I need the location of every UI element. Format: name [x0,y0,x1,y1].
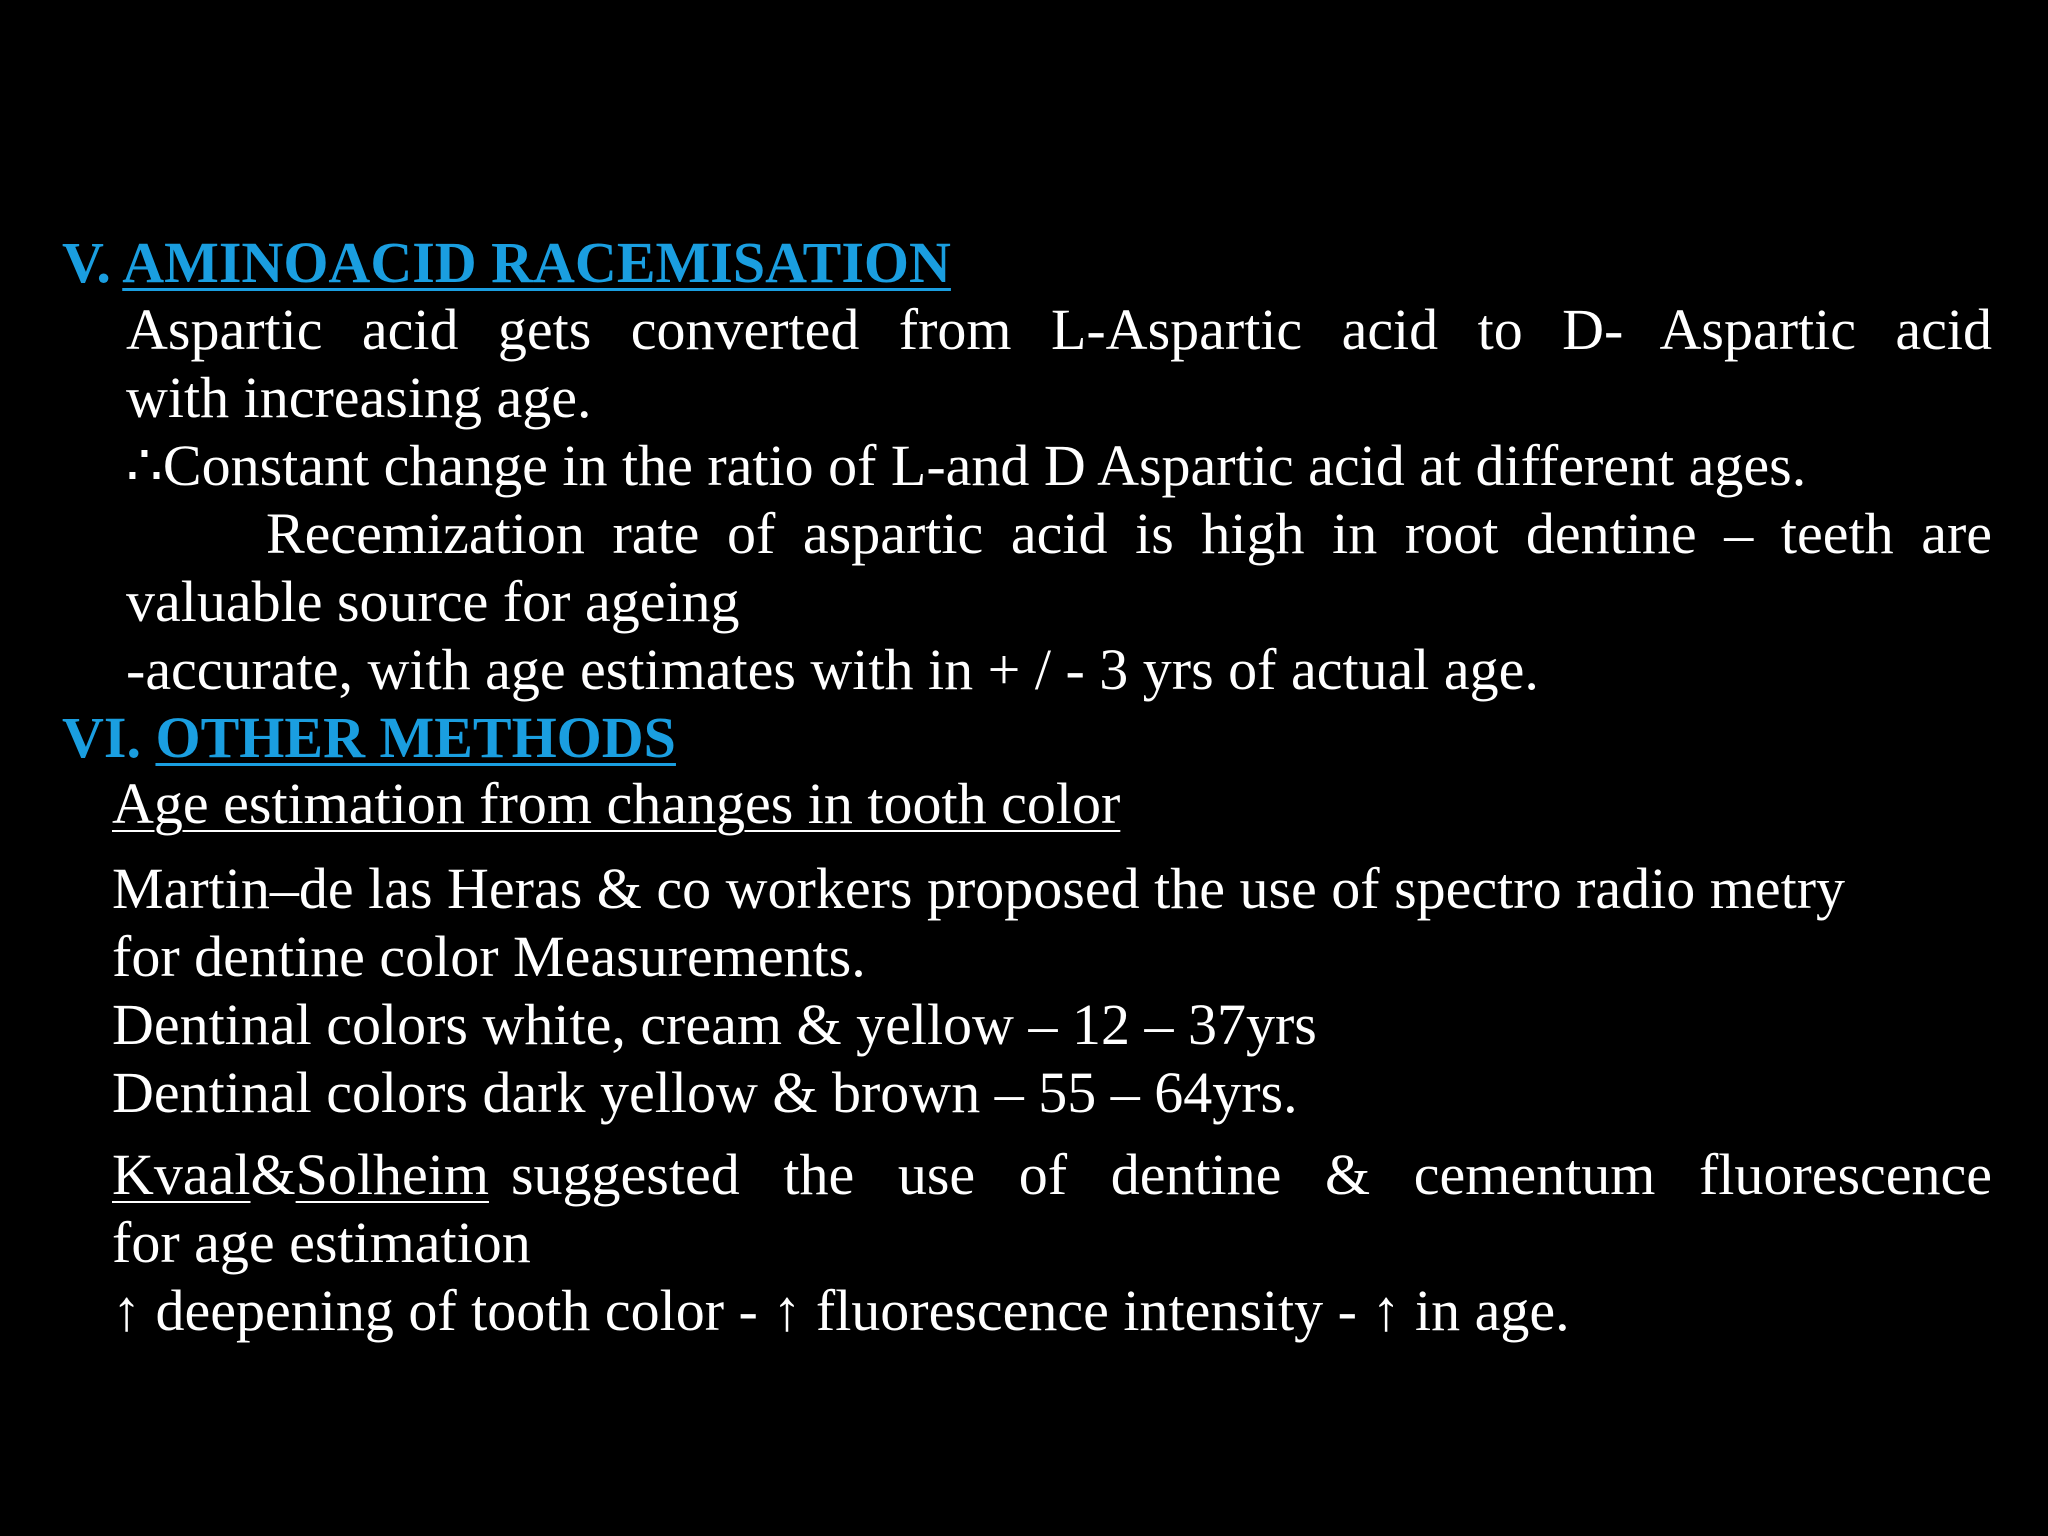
arrows-line: ↑ deepening of tooth color - ↑ fluorescence intensity - ↑ in age. [112,1278,1570,1343]
section-6-heading [62,704,676,772]
kvaal-rest: suggested the use of dentine & cementum fluorescence [510,1142,1992,1207]
accuracy-line: -accurate, with age estimates with in + / - 3 yrs of actual age. [126,637,1539,702]
kvaal-line-1 [112,1141,1992,1209]
kvaal-line-2: for age estimation [112,1210,531,1275]
section-5-title: AMINOACID RACEMISATION [122,230,951,295]
section-5-number: V. [62,230,111,295]
tooth-color-subheading-text: Age estimation from changes in tooth color [112,771,1121,836]
kvaal-name: Kvaal [112,1142,251,1207]
therefore-line: ∴Constant change in the ratio of L-and D Aspartic acid at different ages. [126,433,1807,498]
dentinal-colors-line-2: Dentinal colors dark yellow & brown – 55 – 64yrs. [112,1060,1298,1125]
section-6-title: OTHER METHODS [155,705,676,770]
racemisation-text-line-1: Aspartic acid gets converted from L-Aspartic acid to D- Aspartic acid [126,297,1992,362]
section-5-heading [62,229,951,297]
section-6-number: VI. [62,705,141,770]
recemization-line-2: valuable source for ageing [126,569,740,634]
kvaal-amp: & [250,1142,296,1207]
tooth-color-subheading [112,770,1120,838]
dentinal-colors-line-1: Dentinal colors white, cream & yellow – 12 – 37yrs [112,992,1317,1057]
solheim-name: Solheim [295,1142,489,1207]
martin-line-1: Martin–de las Heras & co workers proposed the use of spectro radio metry [112,856,1846,921]
racemisation-text-line-2: with increasing age. [126,365,592,430]
recemization-line-1: Recemization rate of aspartic acid is high in root dentine – teeth are [266,501,1992,566]
martin-line-2: for dentine color Measurements. [112,924,866,989]
